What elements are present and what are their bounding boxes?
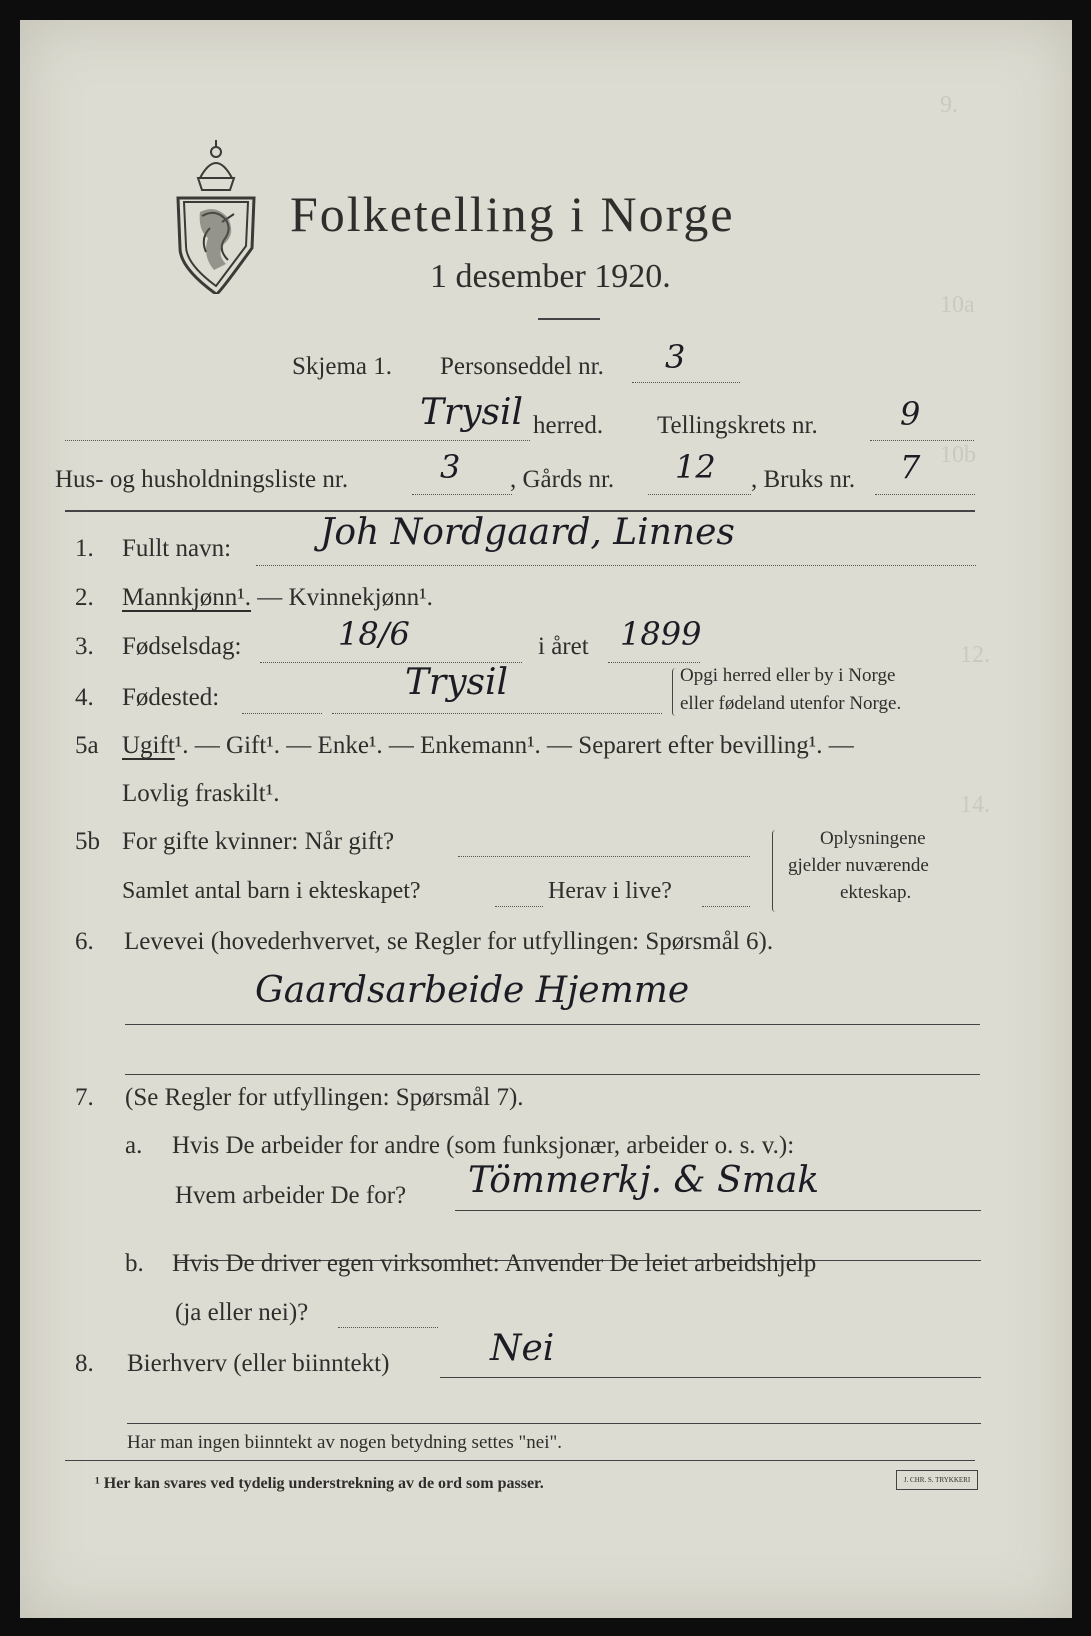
tellingskrets-value: 9	[900, 395, 921, 433]
herred-label: herred.	[533, 412, 604, 439]
gards-value: 12	[675, 448, 716, 486]
census-form-page	[20, 20, 1072, 1618]
census-date: 1 desember 1920.	[430, 258, 671, 295]
q5a-other-options: ¹. — Gift¹. — Enke¹. — Enkemann¹. — Separert efter bevilling¹. —	[174, 732, 854, 759]
footnote: ¹ Her kan svares ved tydelig understrekning av de ord som passer.	[95, 1475, 544, 1492]
q7-number: 7.	[75, 1084, 94, 1111]
q8-label: Bierhverv (eller biinntekt)	[127, 1350, 390, 1377]
q3-birth-year: 1899	[620, 615, 702, 653]
bleed-through-text: 9.	[940, 92, 958, 118]
q3-number: 3.	[75, 633, 94, 660]
bleed-through-text: 10a	[940, 292, 975, 318]
q5b-alive-label: Herav i live?	[548, 878, 672, 904]
q7b-label: Hvis De driver egen virksomhet: Anvender De leiet arbeidshjelp	[172, 1250, 817, 1277]
q5b-note-line2: gjelder nuværende	[788, 855, 929, 876]
q5b-note-line1: Oplysningene	[820, 828, 926, 849]
q8-side-income: Nei	[490, 1328, 555, 1369]
form-title: Folketelling i Norge	[290, 186, 735, 242]
personseddel-value: 3	[665, 338, 686, 376]
q4-note-line1: Opgi herred eller by i Norge	[680, 665, 896, 686]
q5b-children-label: Samlet antal barn i ekteskapet?	[122, 878, 421, 904]
q4-note-brace	[672, 668, 679, 716]
personseddel-label: Personseddel nr.	[440, 353, 604, 380]
q4-label: Fødested:	[122, 684, 220, 711]
footer-divider	[65, 1460, 975, 1461]
q5a-number: 5a	[75, 732, 99, 759]
q4-birthplace: Trysil	[405, 662, 509, 703]
hus-value: 3	[440, 448, 461, 486]
q4-note-line2: eller fødeland utenfor Norge.	[680, 693, 902, 714]
q7b-question: (ja eller nei)?	[175, 1299, 309, 1326]
q6-label: Levevei (hovederhvervet, se Regler for utfyllingen: Spørsmål 6).	[124, 928, 774, 955]
bruks-line	[875, 494, 975, 495]
q2-separator: —	[251, 584, 289, 611]
q5a-line2: Lovlig fraskilt¹.	[122, 780, 280, 807]
q4-line-a	[242, 713, 322, 714]
q7a-question: Hvem arbeider De for?	[175, 1182, 407, 1209]
q5b-alive-line	[702, 906, 750, 907]
q7b-line	[338, 1327, 438, 1328]
q1-line	[256, 565, 976, 566]
q8-number: 8.	[75, 1350, 94, 1377]
hus-label: Hus- og husholdningsliste nr.	[55, 466, 349, 493]
printer-stamp: J. CHR. S. TRYKKERI	[896, 1470, 978, 1490]
q3-label: Fødselsdag:	[122, 633, 242, 660]
q2-number: 2.	[75, 584, 94, 611]
gards-label: , Gårds nr.	[510, 466, 615, 493]
schema-label: Skjema 1.	[292, 353, 392, 380]
hus-line	[412, 494, 512, 495]
q5b-number: 5b	[75, 828, 100, 855]
q3-year-label: i året	[538, 633, 589, 660]
title-divider	[538, 318, 600, 320]
q7b-number: b.	[125, 1250, 144, 1277]
q6-occupation: Gaardsarbeide Hjemme	[255, 970, 690, 1011]
bruks-value: 7	[900, 448, 921, 486]
tellingskrets-label: Tellingskrets nr.	[657, 412, 818, 439]
tellingskrets-line	[870, 440, 974, 441]
q8-line	[440, 1377, 981, 1378]
q5b-note-brace	[772, 830, 779, 912]
bleed-through-text: 12.	[960, 642, 990, 668]
herred-value: Trysil	[420, 392, 524, 433]
footer-note: Har man ingen biinntekt av nogen betydning settes "nei".	[127, 1432, 562, 1453]
q7-label: (Se Regler for utfyllingen: Spørsmål 7).	[125, 1084, 524, 1111]
q4-number: 4.	[75, 684, 94, 711]
q5b-married-line	[458, 856, 750, 857]
q1-label: Fullt navn:	[122, 535, 232, 562]
bruks-label: , Bruks nr.	[751, 466, 856, 493]
personseddel-line	[632, 382, 740, 383]
q3-year-line	[608, 662, 700, 663]
q5b-note-line3: ekteskap.	[840, 882, 912, 903]
q8-line2	[127, 1423, 981, 1424]
q2-male-option: Mannkjønn¹.	[122, 584, 252, 611]
q6-line1	[125, 1024, 980, 1025]
q6-line2	[125, 1074, 980, 1075]
q7a-employer: Tömmerkj. & Smak	[468, 1160, 820, 1201]
q6-number: 6.	[75, 928, 94, 955]
q5b-children-line	[495, 906, 543, 907]
q1-number: 1.	[75, 535, 94, 562]
q2-female-option: Kvinnekjønn¹.	[288, 584, 433, 611]
q7a-number: a.	[125, 1132, 143, 1159]
q5a-ugift-option: Ugift	[122, 732, 175, 759]
q3-birthday: 18/6	[338, 615, 410, 653]
q2-gender	[122, 584, 433, 612]
q4-line-b	[332, 713, 662, 714]
q7a-line	[455, 1210, 981, 1211]
q5b-label: For gifte kvinner: Når gift?	[122, 828, 395, 855]
bleed-through-text: 10b	[940, 442, 976, 468]
gards-line	[648, 494, 751, 495]
q5a-marital-status	[122, 732, 854, 760]
q7a-label: Hvis De arbeider for andre (som funksjonær, arbeider o. s. v.):	[172, 1132, 795, 1159]
q1-full-name: Joh Nordgaard, Linnes	[320, 512, 735, 553]
norway-coat-of-arms-icon	[170, 138, 262, 294]
herred-line	[65, 440, 530, 441]
bleed-through-text: 14.	[960, 792, 990, 818]
